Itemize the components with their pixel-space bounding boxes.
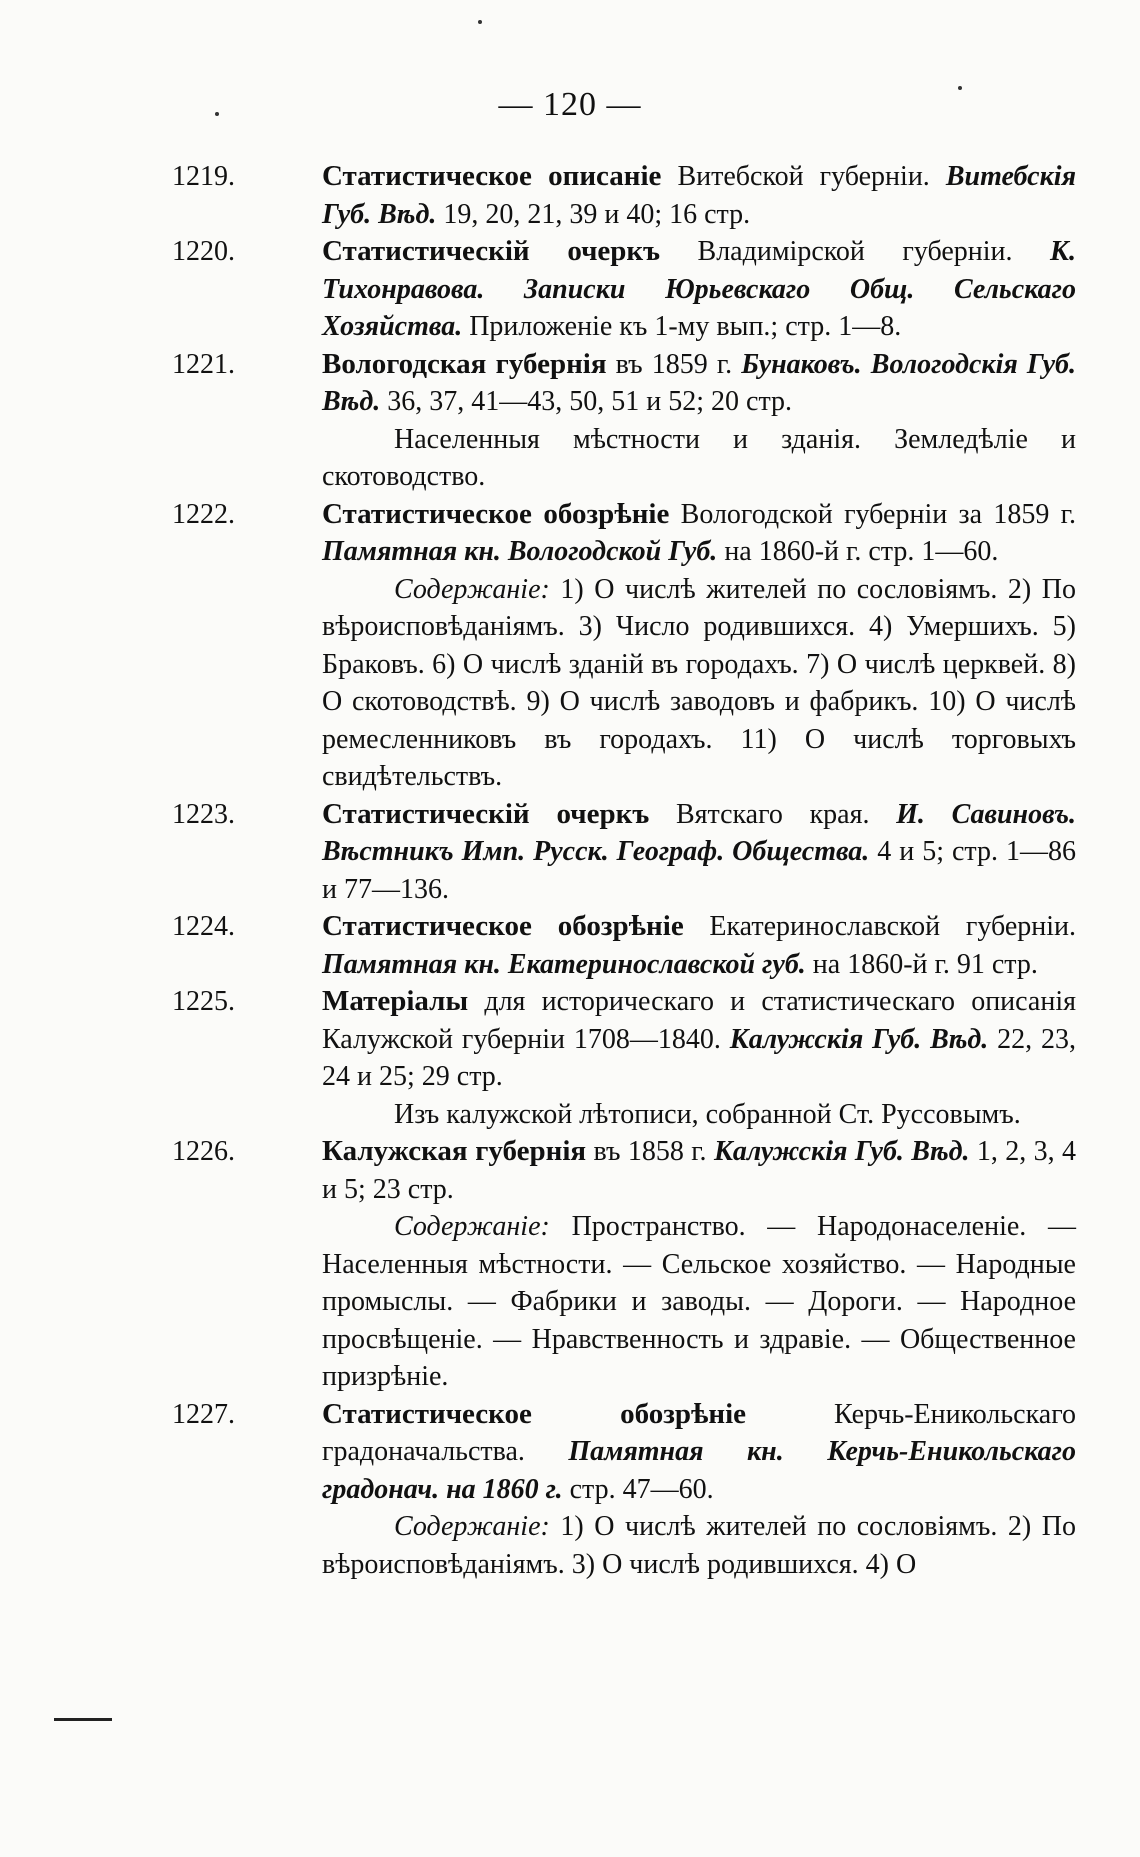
contents-text: 1) О числѣ жителей по сословіямъ. 2) По вѣроисповѣданіямъ. 3) О числѣ родившихся. 4) О	[322, 1511, 1076, 1580]
entry-source: К. Тихонравова. Записки Юрьевскаго Общ. Сельскаго Хозяйства.	[322, 236, 1077, 342]
entry-note: Изъ калужской лѣтописи, собранной Ст. Руссовымъ.	[394, 1098, 1021, 1130]
entry-1226	[172, 1133, 1084, 1396]
entry-details: 1, 2, 3, 4 и 5; 23 стр.	[322, 1136, 1077, 1205]
entry-number: 1223.	[172, 798, 235, 830]
entry-source: Памятная кн. Керчь-Еникольскаго градонач. на 1860 г.	[322, 1436, 1077, 1505]
entry-source: Калужскія Губ. Вѣд.	[729, 1023, 989, 1055]
entry-note: Населенныя мѣстности и зданія. Земледѣліе и скотоводство.	[322, 423, 1076, 492]
entry-text: въ 1859 г.	[615, 348, 733, 380]
entry-number: 1222.	[172, 498, 235, 530]
contents-text: 1) О числѣ жителей по сословіямъ. 2) По вѣроисповѣданіямъ. 3) Число родившихся. 4) Умершихъ. 5) Браковъ. 6) О числѣ зданій въ городахъ. 7) О числѣ церквей. 8) О скотоводствѣ. 9) О числѣ заводовъ и фабрикъ. 10) О числѣ ремесленниковъ въ городахъ. 11) О числѣ торговыхъ свидѣтельствъ.	[322, 573, 1076, 792]
entry-number: 1221.	[172, 348, 235, 380]
entry-1219	[172, 158, 1084, 233]
print-speck	[958, 86, 962, 90]
bibliography-entries	[172, 158, 1084, 1583]
entry-title: Статистическое обозрѣніе	[322, 910, 684, 942]
entry-number: 1227.	[172, 1398, 235, 1430]
entry-details: на 1860-й г. 91 стр.	[812, 948, 1038, 980]
contents-label: Содержаніе:	[394, 1211, 550, 1242]
entry-title: Матеріалы	[322, 985, 469, 1017]
entry-contents	[322, 571, 1076, 796]
entry-contents	[322, 1208, 1076, 1396]
print-speck	[478, 20, 482, 24]
entry-number: 1226.	[172, 1136, 235, 1167]
entry-source: Памятная кн. Вологодской Губ.	[322, 536, 718, 567]
entry-1220	[172, 233, 1084, 346]
entry-title: Статистическій очеркъ	[322, 797, 650, 830]
entry-details: Приложеніе къ 1-му вып.; стр. 1—8.	[469, 311, 902, 342]
entry-1224	[172, 908, 1084, 983]
entry-source: Памятная кн. Екатеринославской губ.	[322, 948, 806, 980]
entry-text: Екатеринославской губерніи.	[709, 911, 1077, 942]
entry-source: Бунаковъ. Вологодскія Губ. Вѣд.	[322, 348, 1077, 417]
print-speck	[215, 112, 219, 116]
entry-number: 1224.	[172, 911, 235, 942]
entry-details: на 1860-й г. стр. 1—60.	[724, 536, 999, 567]
entry-source: Витебскія Губ. Вѣд.	[322, 161, 1076, 230]
entry-1223	[172, 796, 1084, 909]
entry-title: Вологодская губернія	[322, 347, 607, 380]
entry-number: 1220.	[172, 236, 235, 267]
entry-1222	[172, 496, 1084, 796]
entry-details: 19, 20, 21, 39 и 40; 16 стр.	[443, 198, 751, 230]
contents-label: Содержаніе:	[394, 573, 550, 605]
footer-rule	[54, 1718, 112, 1721]
contents-text: Пространство. — Народонаселеніе. — Населенныя мѣстности. — Сельское хозяйство. — Народные промыслы. — Фабрики и заводы. — Дороги. — Народное просвѣщеніе. — Нравственность и здравіе. — Общественное призрѣніе.	[322, 1211, 1077, 1392]
entry-text: для историческаго и статистическаго описанія Калужской губерніи 1708—1840.	[322, 986, 1077, 1055]
contents-label: Содержаніе:	[394, 1511, 550, 1542]
entry-details: 22, 23, 24 и 25; 29 стр.	[322, 1023, 1077, 1092]
entry-text: Керчь-Еникольскаго градоначальства.	[322, 1398, 1076, 1467]
entry-1221	[172, 346, 1084, 496]
entry-title: Калужская губернія	[322, 1135, 587, 1167]
entry-text: Владимірской губерніи.	[697, 236, 1013, 267]
entry-text: Витебской губерніи.	[677, 161, 930, 192]
entry-1227	[172, 1396, 1084, 1584]
entry-text: Вологодской губерніи за 1859 г.	[680, 498, 1076, 530]
entry-title: Статистическое обозрѣніе	[322, 1397, 747, 1430]
entry-source: Калужскія Губ. Вѣд.	[713, 1136, 970, 1167]
entry-details: стр. 47—60.	[569, 1473, 714, 1505]
page-number: — 120 —	[498, 86, 642, 123]
entry-number: 1219.	[172, 161, 235, 192]
entry-title: Статистическое обозрѣніе	[322, 497, 670, 530]
entry-number: 1225.	[172, 986, 235, 1017]
entry-source: И. Савиновъ. Вѣстникъ Имп. Русск. Географ. Общества.	[322, 798, 1076, 867]
entry-1225	[172, 983, 1084, 1133]
entry-contents	[322, 1508, 1076, 1583]
entry-text: Вятскаго края.	[675, 798, 870, 830]
entry-title: Статистическій очеркъ	[322, 235, 661, 267]
entry-title: Статистическое описаніе	[322, 160, 662, 192]
entry-details: 4 и 5; стр. 1—86 и 77—136.	[322, 836, 1076, 905]
entry-details: 36, 37, 41—43, 50, 51 и 52; 20 стр.	[387, 386, 793, 417]
entry-text: въ 1858 г.	[593, 1136, 707, 1167]
